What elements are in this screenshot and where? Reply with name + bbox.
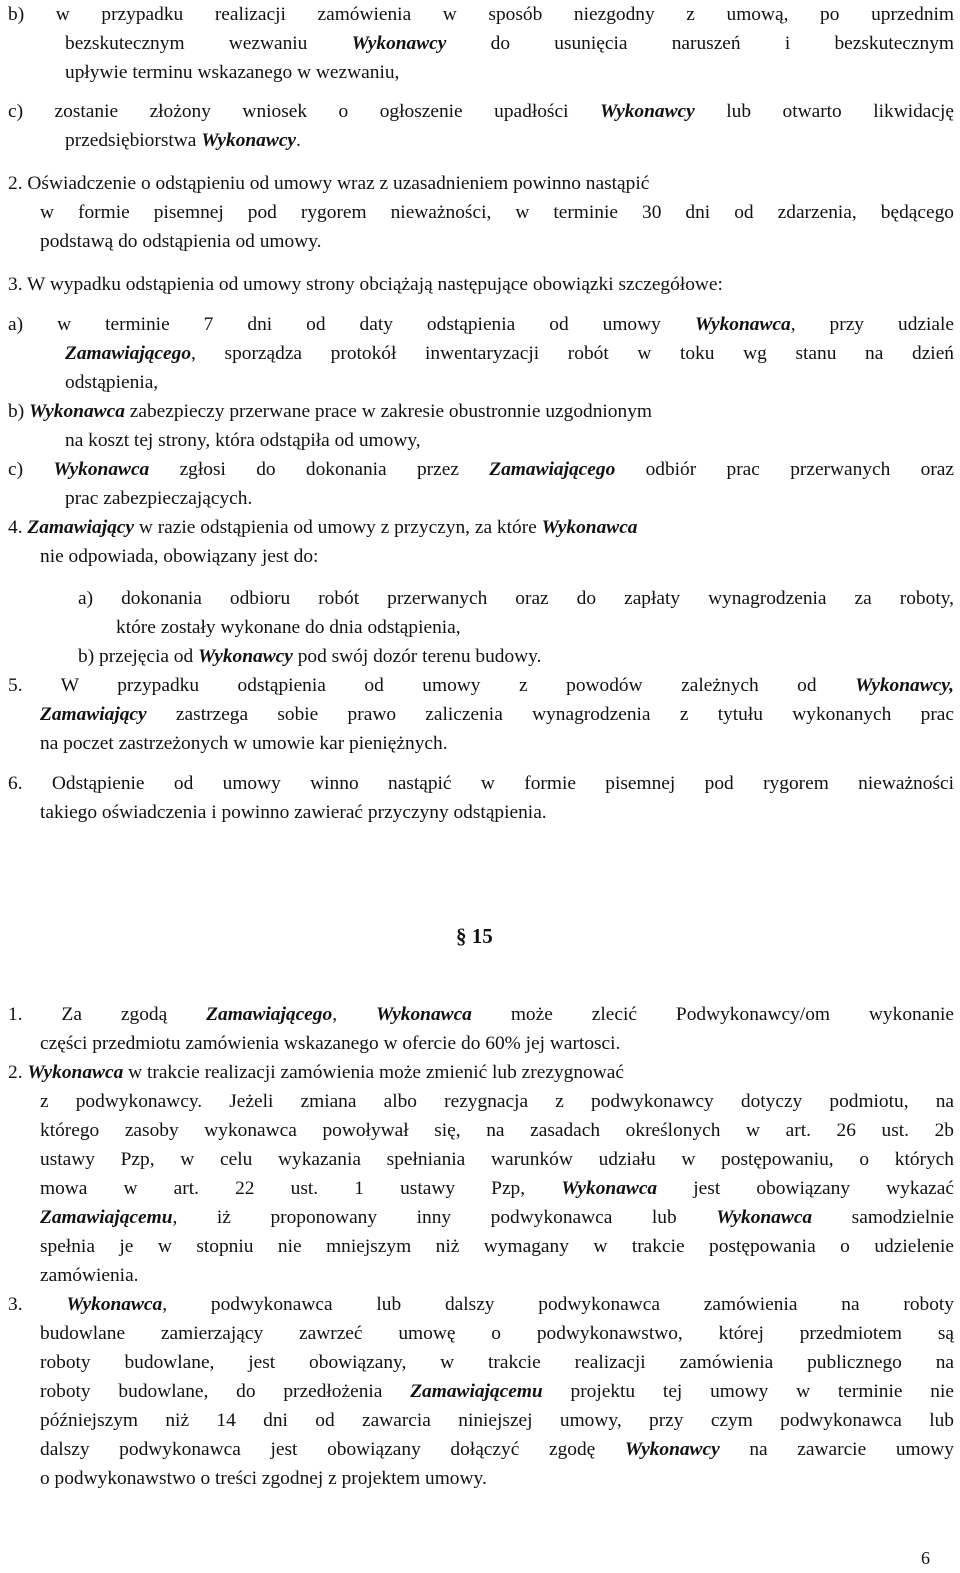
party-name: Wykonawcy xyxy=(198,646,293,667)
text-segment: którego zasoby wykonawca powoływał się, na zasadach określonych w art. 26 ust. 2b xyxy=(40,1120,954,1141)
text-line xyxy=(40,700,954,729)
text-line xyxy=(40,798,547,827)
text-segment: , iż proponowany inny podwykonawca lub xyxy=(172,1207,717,1228)
text-line xyxy=(8,270,723,299)
text-line xyxy=(40,729,448,758)
section-heading: § 15 xyxy=(456,924,493,948)
text-segment: samodzielnie xyxy=(812,1207,954,1228)
text-segment: upływie terminu wskazanego w wezwaniu, xyxy=(65,62,400,83)
text-segment: odbiór prac przerwanych oraz xyxy=(615,459,954,480)
text-line xyxy=(40,1145,954,1174)
text-segment: takiego oświadczenia i powinno zawierać przyczyny odstąpienia. xyxy=(40,802,547,823)
text-segment: nie odpowiada, obowiązany jest do: xyxy=(40,546,319,567)
page-number: 6 xyxy=(921,1548,930,1568)
text-line xyxy=(8,769,954,798)
text-line xyxy=(40,1174,954,1203)
text-segment: , xyxy=(332,1004,376,1025)
text-segment: , przy udziale xyxy=(790,314,954,335)
text-segment: roboty budowlane, jest obowiązany, w trakcie realizacji zamówienia publicznego na xyxy=(40,1352,954,1373)
text-segment: 2. Oświadczenie o odstąpieniu od umowy wraz z uzasadnieniem powinno nastąpić xyxy=(8,173,650,194)
text-segment: budowlane zamierzający zawrzeć umowę o podwykonawstwo, której przedmiotem są xyxy=(40,1323,954,1344)
party-name: Wykonawcy, xyxy=(855,675,954,696)
text-segment: na zawarcie umowy xyxy=(719,1439,954,1460)
text-segment: zastrzega sobie prawo zaliczenia wynagrodzenia z tytułu wykonanych prac xyxy=(146,704,954,725)
text-line xyxy=(40,1348,954,1377)
text-segment: spełnia je w stopniu nie mniejszym niż wymagany w trakcie postępowania o udzielenie xyxy=(40,1236,954,1257)
text-segment: , podwykonawca lub dalszy podwykonawca zamówienia na roboty xyxy=(162,1294,954,1315)
text-segment: do usunięcia naruszeń i bezskutecznym xyxy=(446,33,954,54)
text-segment: b) xyxy=(8,401,30,422)
text-segment: a) w terminie 7 dni od daty odstąpienia od umowy xyxy=(8,314,695,335)
text-segment: jest obowiązany wykazać xyxy=(657,1178,954,1199)
text-line xyxy=(65,58,399,87)
text-segment: w razie odstąpienia od umowy z przyczyn, za które xyxy=(134,517,542,538)
text-segment: zamówienia. xyxy=(40,1265,139,1286)
party-name: Wykonawca xyxy=(561,1178,658,1199)
party-name: Wykonawca xyxy=(694,314,791,335)
text-line xyxy=(8,169,954,198)
text-segment: c) xyxy=(8,459,54,480)
text-line xyxy=(40,1029,620,1058)
text-segment: b) w przypadku realizacji zamówienia w sposób niezgodny z umową, po uprzednim xyxy=(8,4,954,25)
text-segment: . xyxy=(296,130,301,151)
text-line xyxy=(116,613,461,642)
text-segment: może zlecić Podwykonawcy/om wykonanie xyxy=(471,1004,955,1025)
text-line xyxy=(78,584,954,613)
text-line xyxy=(65,126,301,155)
party-name: Wykonawcy xyxy=(624,1439,720,1460)
text-line xyxy=(65,484,252,513)
text-line xyxy=(40,1319,954,1348)
text-segment: które zostały wykonane do dnia odstąpienia, xyxy=(116,617,461,638)
text-line xyxy=(40,1464,487,1493)
text-line xyxy=(8,1000,954,1029)
text-line xyxy=(8,1290,954,1319)
party-name: Wykonawcy xyxy=(201,130,297,151)
party-name: Wykonawca xyxy=(29,401,125,422)
text-segment: późniejszym niż 14 dni od zawarcia niniejszej umowy, przy czym podwykonawca lub xyxy=(40,1410,954,1431)
text-segment: projektu tej umowy w terminie nie xyxy=(542,1381,954,1402)
text-segment: z podwykonawcy. Jeżeli zmiana albo rezygnacja z podwykonawcy dotyczy podmiotu, na xyxy=(40,1091,954,1112)
text-line xyxy=(40,1116,954,1145)
text-line xyxy=(8,310,954,339)
text-segment: części przedmiotu zamówienia wskazanego w ofercie do 60% jej wartosci. xyxy=(40,1033,621,1054)
party-name: Wykonawcy xyxy=(599,101,695,122)
text-segment: 4. xyxy=(8,517,28,538)
text-line xyxy=(40,198,954,227)
text-segment: w formie pisemnej pod rygorem nieważności, w terminie 30 dni od zdarzenia, będącego xyxy=(40,202,954,223)
party-name: Wykonawca xyxy=(66,1294,163,1315)
text-segment: prac zabezpieczających. xyxy=(65,488,253,509)
text-segment: odstąpienia, xyxy=(65,372,159,393)
text-segment: , sporządza protokół inwentaryzacji robót w toku wg stanu na dzień xyxy=(191,343,954,364)
text-segment: c) zostanie złożony wniosek o ogłoszenie upadłości xyxy=(8,101,600,122)
text-segment: na poczet zastrzeżonych w umowie kar pieniężnych. xyxy=(40,733,448,754)
text-segment: w trakcie realizacji zamówienia może zmienić lub zrezygnować xyxy=(123,1062,624,1083)
party-name: Wykonawca xyxy=(376,1004,472,1025)
text-line xyxy=(65,339,954,368)
text-segment: dalszy podwykonawca jest obowiązany dołączyć zgodę xyxy=(40,1439,625,1460)
party-name: Wykonawca xyxy=(541,517,638,538)
text-line xyxy=(8,0,954,29)
text-segment: b) przejęcia od xyxy=(78,646,199,667)
party-name: Zamawiającego xyxy=(489,459,616,480)
text-segment: 6. Odstąpienie od umowy winno nastąpić w formie pisemnej pod rygorem nieważności xyxy=(8,773,954,794)
text-segment: pod swój dozór terenu budowy. xyxy=(292,646,542,667)
text-segment: 3. xyxy=(8,1294,67,1315)
text-segment: 5. W przypadku odstąpienia od umowy z powodów zależnych od xyxy=(8,675,856,696)
text-segment: 1. Za zgodą xyxy=(8,1004,207,1025)
text-segment: zabezpieczy przerwane prace w zakresie obustronnie uzgodnionym xyxy=(124,401,652,422)
text-line xyxy=(8,97,954,126)
party-name: Zamawiającego xyxy=(65,343,192,364)
text-line xyxy=(40,1406,954,1435)
text-segment: podstawą do odstąpienia od umowy. xyxy=(40,231,322,252)
text-line xyxy=(40,1261,139,1290)
text-segment: 3. W wypadku odstąpienia od umowy strony obciążają następujące obowiązki szczegółowe: xyxy=(8,274,723,295)
text-segment: zgłosi do dokonania przez xyxy=(149,459,490,480)
text-line xyxy=(78,642,541,671)
text-segment: o podwykonawstwo o treści zgodnej z projektem umowy. xyxy=(40,1468,487,1489)
text-segment: 2. xyxy=(8,1062,28,1083)
party-name: Wykonawca xyxy=(716,1207,813,1228)
text-line xyxy=(8,397,652,426)
text-segment: bezskutecznym wezwaniu xyxy=(65,33,352,54)
text-segment: na koszt tej strony, która odstąpiła od umowy, xyxy=(65,430,421,451)
text-line xyxy=(8,455,954,484)
text-line xyxy=(40,542,318,571)
text-segment: roboty budowlane, do przedłożenia xyxy=(40,1381,411,1402)
party-name: Zamawiający xyxy=(40,704,147,725)
party-name: Zamawiający xyxy=(27,517,135,538)
text-line xyxy=(8,1058,624,1087)
text-line xyxy=(40,1377,954,1406)
text-segment: lub otwarto likwidację xyxy=(694,101,954,122)
text-line xyxy=(65,426,421,455)
text-line xyxy=(65,368,158,397)
party-name: Zamawiającego xyxy=(206,1004,333,1025)
text-segment: a) dokonania odbioru robót przerwanych oraz do zapłaty wynagrodzenia za roboty, xyxy=(78,588,954,609)
party-name: Wykonawca xyxy=(53,459,150,480)
party-name: Zamawiającemu xyxy=(40,1207,173,1228)
text-line xyxy=(8,671,954,700)
text-line xyxy=(8,513,638,542)
text-line xyxy=(40,1435,954,1464)
party-name: Wykonawcy xyxy=(351,33,447,54)
text-segment: mowa w art. 22 ust. 1 ustawy Pzp, xyxy=(40,1178,562,1199)
text-segment: przedsiębiorstwa xyxy=(65,130,202,151)
party-name: Wykonawca xyxy=(27,1062,124,1083)
text-line xyxy=(65,29,954,58)
text-line xyxy=(40,227,321,256)
text-line xyxy=(40,1203,954,1232)
text-line xyxy=(40,1087,954,1116)
text-segment: ustawy Pzp, w celu wykazania spełniania warunków udziału w postępowaniu, o których xyxy=(40,1149,954,1170)
text-line xyxy=(40,1232,954,1261)
party-name: Zamawiającemu xyxy=(410,1381,543,1402)
